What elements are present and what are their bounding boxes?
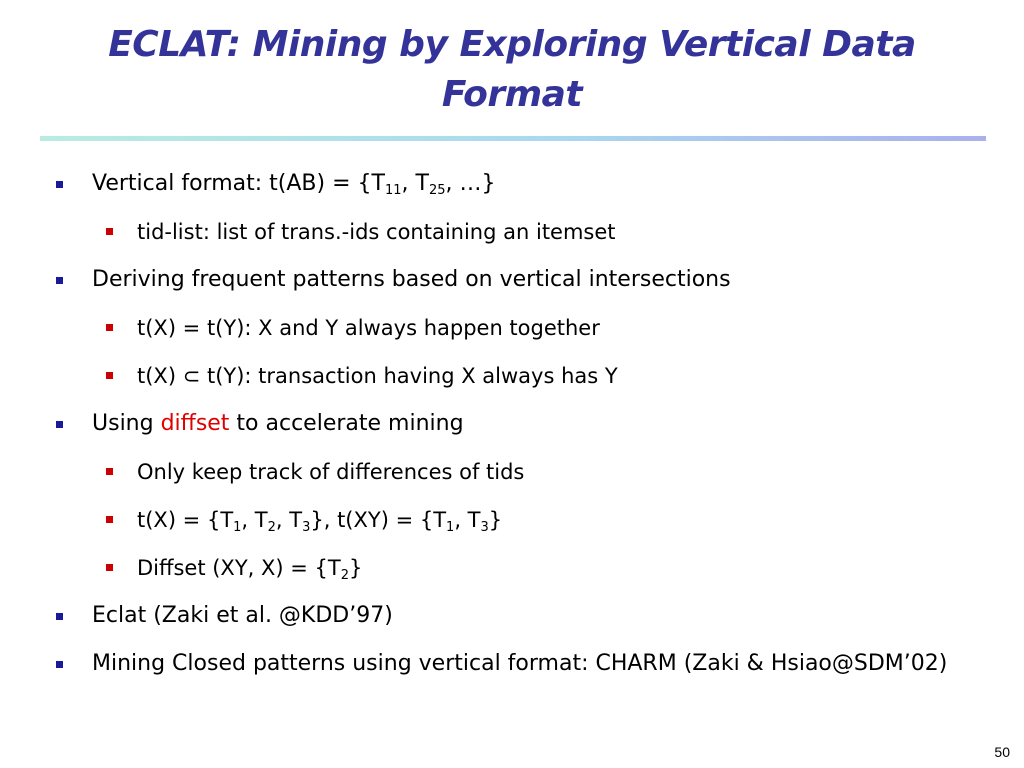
subbullet-subset-tids: t(X) ⊂ t(Y): transaction having X always has Y [0, 352, 1000, 400]
page-number: 50 [994, 744, 1010, 760]
slide-title: ECLAT: Mining by Exploring Vertical Data Format [108, 24, 916, 115]
bullet-square-icon [56, 613, 63, 620]
slide-body [0, 160, 1000, 683]
bullet-charm: Mining Closed patterns using vertical format: CHARM (Zaki & Hsiao@SDM’02) [0, 640, 1000, 683]
bullet-eclat: Eclat (Zaki et al. @KDD’97) [0, 592, 1000, 640]
subbullet-diffset-example: Diffset (XY, $X) = \{T_2\}$ [0, 544, 1000, 592]
title-divider [40, 136, 986, 141]
bullet-square-icon [106, 372, 113, 379]
bullet-deriving-patterns: Deriving frequent patterns based on vertical intersections [0, 256, 1000, 304]
bullet-square-icon [106, 324, 113, 331]
subbullet-tid-list: tid-list: list of trans.-ids containing an itemset [0, 208, 1000, 256]
subset-symbol: ⊂ [182, 364, 201, 388]
bullet-square-icon [106, 516, 113, 523]
bullet-using-diffset: Using diffset to accelerate mining [0, 400, 1000, 448]
bullet-square-icon [56, 661, 63, 668]
bullet-square-icon [106, 228, 113, 235]
diffset-highlight: diffset [160, 411, 230, 436]
subbullet-equal-tids: t(X) = t(Y): X and Y always happen together [0, 304, 1000, 352]
subbullet-tx-example: $t(X) = \{T_1$, $T_2$, $T_3$}, $t(XY) = \{T_1$, $T_3$} [0, 496, 1000, 544]
bullet-square-icon [56, 181, 63, 188]
bullet-square-icon [106, 564, 113, 571]
subbullet-track-differences: Only keep track of differences of tids [0, 448, 1000, 496]
bullet-square-icon [106, 468, 113, 475]
bullet-square-icon [56, 277, 63, 284]
bullet-square-icon [56, 421, 63, 428]
bullet-vertical-format: Vertical format: $t(AB) = \{T_{11}$, $T_{25}$, …} [0, 160, 1000, 208]
